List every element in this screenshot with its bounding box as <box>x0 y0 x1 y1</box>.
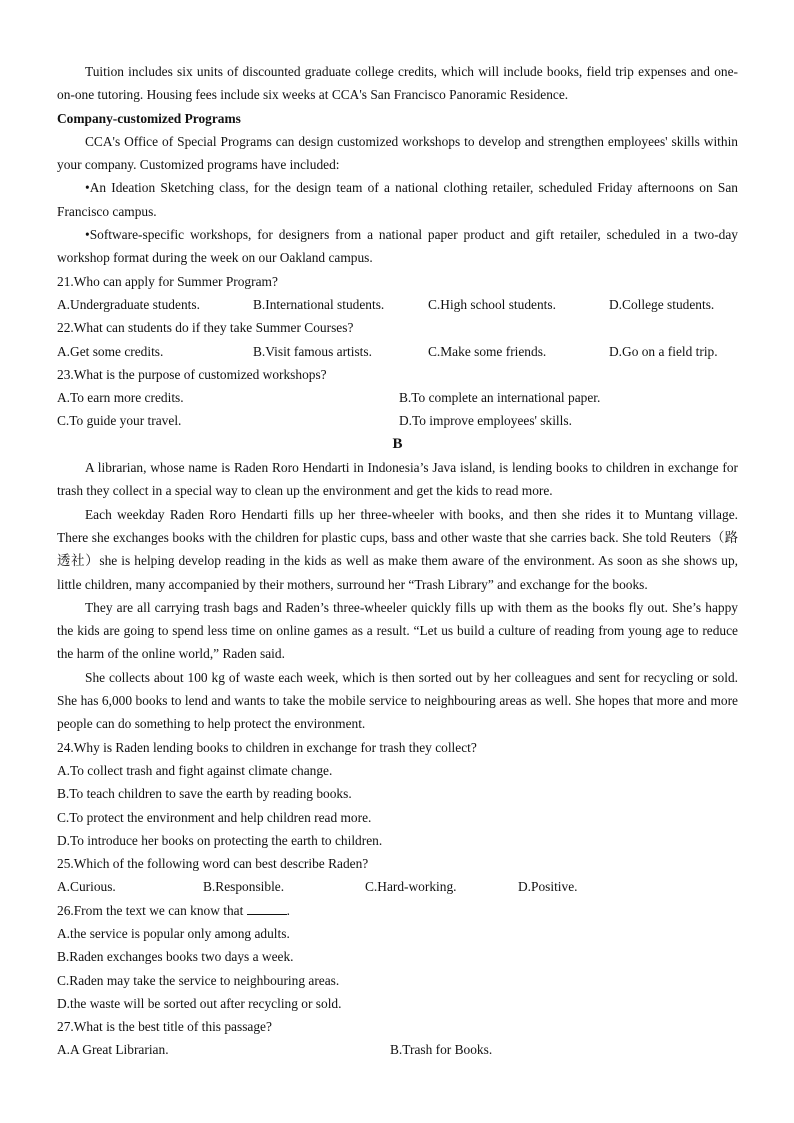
customized-intro-paragraph: CCA's Office of Special Programs can design customized workshops to develop and strengthen employees' skills within your company. Customized programs have included: <box>57 133 738 173</box>
option-c[interactable]: C.To protect the environment and help children read more. <box>57 809 372 825</box>
section-b-label: B <box>392 435 403 452</box>
option-a[interactable]: A.the service is popular only among adults. <box>57 925 290 941</box>
option-c[interactable]: C.To guide your travel. <box>57 413 182 429</box>
question-21-stem: 21.Who can apply for Summer Program? <box>57 273 278 289</box>
question-23-stem: 23.What is the purpose of customized workshops? <box>57 366 327 382</box>
option-c[interactable]: C.Make some friends. <box>428 343 547 359</box>
question-24-stem: 24.Why is Raden lending books to children in exchange for trash they collect? <box>57 739 477 755</box>
option-d[interactable]: D.To introduce her books on protecting the earth to children. <box>57 832 383 848</box>
question-26-stem <box>57 899 738 922</box>
passage-b-paragraph-1: A librarian, whose name is Raden Roro Hendarti in Indonesia’s Java island, is lending books to children in exchange for trash they collect in a special way to clean up the environment and get the kids to read more. <box>57 460 738 499</box>
option-d[interactable]: D.College students. <box>609 296 715 312</box>
option-b[interactable]: B.International students. <box>253 296 385 312</box>
question-23-options <box>57 386 738 433</box>
option-c[interactable]: C.Hard-working. <box>365 879 457 895</box>
option-b[interactable]: B.To teach children to save the earth by reading books. <box>57 786 352 802</box>
answer-blank <box>247 902 287 915</box>
option-a[interactable]: A.To collect trash and fight against climate change. <box>57 762 333 778</box>
option-c[interactable]: C.Raden may take the service to neighbouring areas. <box>57 972 340 988</box>
passage-b-paragraph-4: She collects about 100 kg of waste each week, which is then sorted out by her colleagues and sent for recycling or sold. She has 6,000 books to lend and wants to take the mobile service to neighbouring areas as well. She hopes that more and more people can do something to help protect the environment. <box>57 669 738 732</box>
question-21-options <box>57 293 738 316</box>
bullet-ideation-sketching: •An Ideation Sketching class, for the design team of a national clothing retailer, scheduled Friday afternoons on San Francisco campus. <box>57 180 738 219</box>
option-d[interactable]: D.Positive. <box>518 879 578 895</box>
question-26-stem-end: . <box>286 902 291 918</box>
option-c[interactable]: C.High school students. <box>428 296 556 312</box>
option-b[interactable]: B.To complete an international paper. <box>399 390 601 406</box>
option-b[interactable]: B.Raden exchanges books two days a week. <box>57 949 294 965</box>
option-b[interactable]: B.Responsible. <box>203 879 285 895</box>
question-26-stem-text: 26.From the text we can know that <box>57 902 244 918</box>
passage-b-paragraph-2: Each weekday Raden Roro Hendarti fills up her three-wheeler with books, and then she rides it to Muntang village. There she exchanges books with the children for plastic cups, bass and other waste that she carries back. She told Reuters（路透社）she is helping develop reading in the kids as well as make them aware of the environment. As soon as she shows up, little children, many accompanied by their mothers, surround her “Trash Library” and exchange for the books. <box>57 506 738 592</box>
tuition-paragraph: Tuition includes six units of discounted graduate college credits, which will include books, field trip expenses and one-on-one tutoring. Housing fees include six weeks at CCA's San Francisco Panoramic Residence. <box>57 64 738 103</box>
option-b[interactable]: B.Trash for Books. <box>390 1042 493 1058</box>
question-25-stem: 25.Which of the following word can best describe Raden? <box>57 856 369 872</box>
option-d[interactable]: D.To improve employees' skills. <box>399 413 572 429</box>
question-27-stem: 27.What is the best title of this passage? <box>57 1019 272 1035</box>
option-a[interactable]: A.Get some credits. <box>57 343 164 359</box>
question-22-stem: 22.What can students do if they take Summer Courses? <box>57 320 354 336</box>
question-27-options <box>57 1038 738 1061</box>
question-22-options <box>57 340 738 363</box>
document-page <box>57 60 738 1062</box>
option-a[interactable]: A.Undergraduate students. <box>57 296 200 312</box>
option-d[interactable]: D.the waste will be sorted out after recycling or sold. <box>57 995 342 1011</box>
option-a[interactable]: A.A Great Librarian. <box>57 1042 169 1058</box>
option-a[interactable]: A.Curious. <box>57 879 116 895</box>
question-25-options <box>57 875 738 898</box>
bullet-software-workshops: •Software-specific workshops, for designers from a national paper product and gift retailer, scheduled in a two-day workshop format during the week on our Oakland campus. <box>57 227 738 266</box>
passage-b-paragraph-3: They are all carrying trash bags and Raden’s three-wheeler quickly fills up with them as the books fly out. She’s happy the kids are going to spend less time on online games as a result. “Let us build a culture of reading from young age to reduce the harm of the online world,” Raden said. <box>57 599 738 662</box>
option-d[interactable]: D.Go on a field trip. <box>609 343 718 359</box>
section-heading-company-programs: Company-customized Programs <box>57 110 241 126</box>
option-a[interactable]: A.To earn more credits. <box>57 390 184 406</box>
option-b[interactable]: B.Visit famous artists. <box>253 343 372 359</box>
